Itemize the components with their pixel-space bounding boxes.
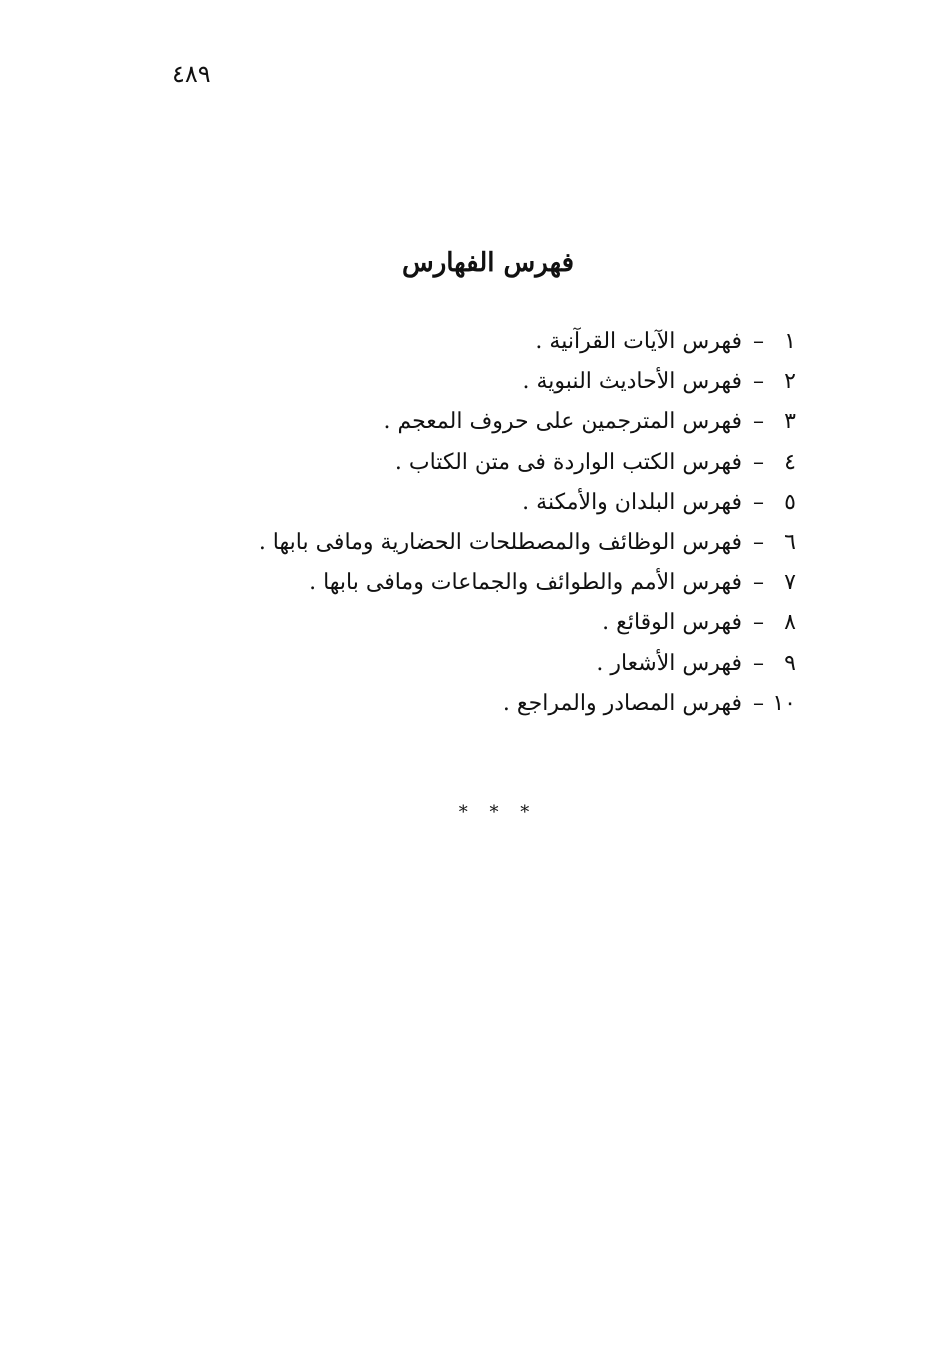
item-text: فهرس الوقائع . [602, 610, 742, 636]
item-number: ٨ [784, 610, 796, 636]
item-number: ٢ [784, 369, 796, 395]
item-text: فهرس المصادر والمراجع . [502, 690, 742, 716]
separator-stars: * * * [458, 802, 538, 823]
dash: – [753, 369, 764, 395]
item-number: ٦ [784, 529, 796, 555]
index-item [259, 603, 796, 643]
index-item [259, 684, 796, 724]
item-number: ٤ [784, 449, 796, 475]
index-item [259, 402, 796, 442]
dash: – [753, 329, 764, 354]
item-text: فهرس الكتب الواردة فى متن الكتاب . [394, 449, 742, 475]
item-number: ٧ [784, 570, 796, 596]
section-separator [0, 802, 936, 823]
item-number: ١٠ [772, 690, 796, 716]
item-text: فهرس المترجمين على حروف المعجم . [383, 409, 742, 435]
item-text: فهرس الوظائف والمصطلحات الحضارية ومافى بابها . [258, 529, 742, 555]
index-list [259, 322, 796, 724]
page-number: ٤٨٩ [172, 60, 211, 88]
dash: – [753, 690, 764, 716]
page-title [0, 248, 936, 278]
item-number: ١ [784, 329, 796, 354]
item-text: فهرس الآيات القرآنية . [535, 329, 742, 354]
item-text: فهرس الأحاديث النبوية . [522, 369, 742, 395]
index-item [259, 483, 796, 523]
item-text: فهرس البلدان والأمكنة . [522, 489, 742, 515]
dash: – [753, 449, 764, 475]
dash: – [753, 409, 764, 435]
dash: – [753, 529, 764, 555]
item-number: ٩ [784, 650, 796, 676]
item-number: ٥ [784, 489, 796, 515]
dash: – [753, 610, 764, 636]
item-text: فهرس الأمم والطوائف والجماعات ومافى بابها . [309, 570, 742, 596]
dash: – [753, 650, 764, 676]
dash: – [753, 570, 764, 596]
index-item [259, 523, 796, 563]
index-item [259, 443, 796, 483]
index-item [259, 563, 796, 603]
item-number: ٣ [784, 409, 796, 435]
dash: – [753, 489, 764, 515]
page-title-text: فهرس الفهارس [401, 248, 575, 278]
index-item [259, 362, 796, 402]
index-item [259, 322, 796, 362]
item-text: فهرس الأشعار . [596, 650, 742, 676]
index-item [259, 644, 796, 684]
